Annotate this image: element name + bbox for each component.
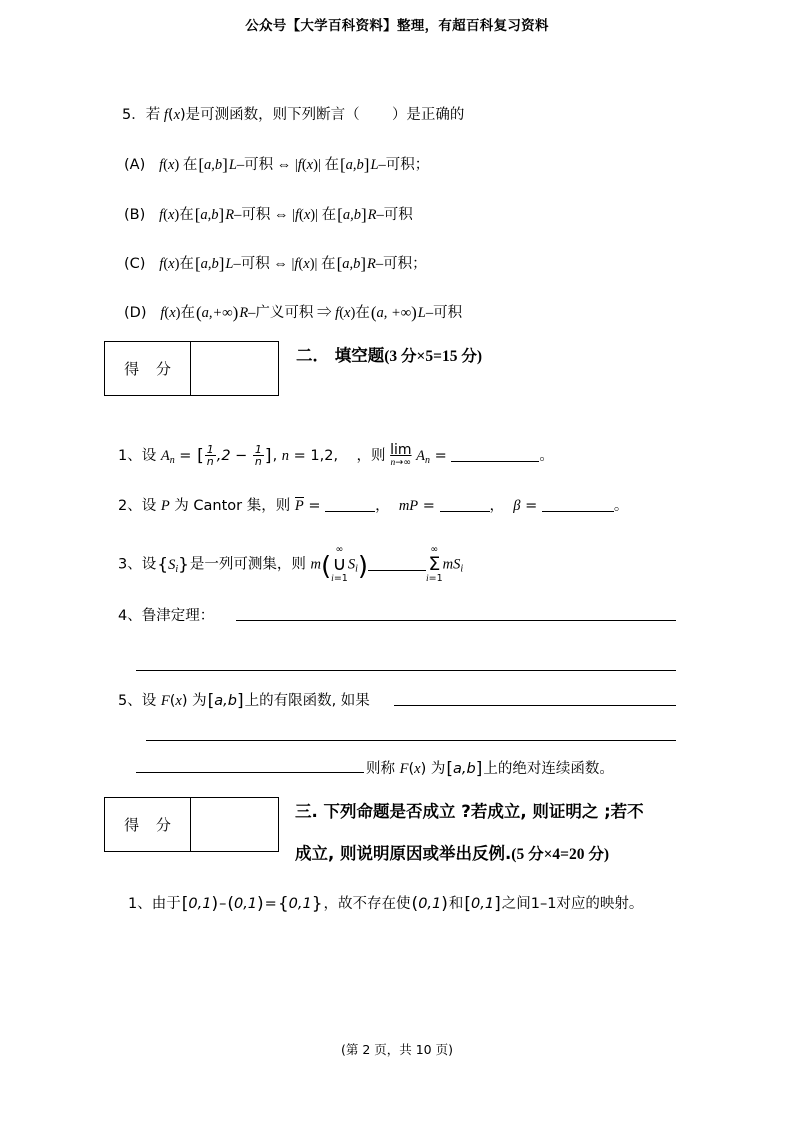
- fill-item-4: [118, 604, 214, 625]
- section-2-marks: (3 分×5=15 分): [384, 348, 482, 365]
- score-box-2: [104, 797, 279, 852]
- fill-blank-2-1[interactable]: [325, 498, 375, 512]
- option-d-label: (D): [124, 305, 147, 321]
- fill-blank-4-1[interactable]: [236, 620, 676, 621]
- fill-item-1-no: 1、: [118, 447, 142, 464]
- score-box-1: [104, 341, 279, 396]
- section-2-title: [296, 342, 482, 366]
- option-b-label: (B): [124, 207, 146, 223]
- fill-blank-1-1[interactable]: [451, 448, 539, 462]
- fill-item-5-no: 5、: [118, 693, 142, 709]
- score-box-2-label: 得 分: [105, 798, 191, 851]
- prop-item-1: 1、由于 [ 0,1 ) – ( 0,1 ) = { 0,1 } ，故不存在使 ( 0,1 ) 和 [ 0,1 ] 之间1–1对应的映射。: [128, 892, 643, 913]
- question-5-stem-prefix: 5．若: [122, 107, 161, 123]
- section-3-title-line-1: 三. 下列命题是否成立 ?若成立, 则证明之 ;若不: [295, 802, 644, 821]
- score-box-2-value[interactable]: [191, 798, 278, 851]
- section-3-title-line-2: [295, 840, 609, 864]
- section-3-marks: (5 分×4=20 分): [511, 846, 610, 863]
- fill-item-2-no: 2、: [118, 498, 142, 514]
- fill-item-2: 2、设 P 为 Cantor 集，则 P = ， mP = ， β = 。: [118, 498, 629, 514]
- option-d: (D) f(x)在 ( a,+∞ ) R–广义可积 ⇒ f(x)在 ( a, +∞ ) L–可积: [124, 301, 462, 322]
- section-2-title-text: 二． 填空题: [296, 346, 385, 365]
- option-c-label: (C): [124, 256, 146, 272]
- page-footer: (第 2 页，共 10 页): [340, 1042, 453, 1057]
- fill-item-4-text: 鲁津定理：: [141, 608, 215, 624]
- page-banner: 公众号【大学百科资料】整理，有超百科复习资料: [245, 18, 549, 34]
- fill-item-3-no: 3、: [118, 556, 142, 573]
- fill-item-5: 5、设 F(x) 为 [ a,b ] 上的有限函数, 如果: [118, 689, 370, 710]
- fill-blank-2-2[interactable]: [440, 498, 490, 512]
- fill-blank-5-3[interactable]: [136, 772, 364, 773]
- score-box-1-value[interactable]: [191, 342, 278, 395]
- fill-item-5-tail: 则称 F(x) 为 [ a,b ] 上的绝对连续函数。: [366, 757, 614, 778]
- option-b: (B) f(x)在 [ a,b ] R–可积 ⇔ |f(x)| 在 [ a,b ] R–可积: [124, 203, 413, 224]
- fill-blank-2-3[interactable]: [542, 498, 614, 512]
- fill-item-1: 1、设 $A_n$ = [ $\frac{1}{n}$ ,2 − $\frac{1}{n}$ ] , n = 1,2, ，则 lim n→∞ $A_n$ = 。: [118, 443, 554, 469]
- fill-blank-5-2[interactable]: [146, 740, 676, 741]
- fill-item-4-no: 4、: [118, 608, 142, 624]
- question-5-stem: 5．若 f(x)是可测函数，则下列断言（ ）是正确的: [122, 107, 465, 123]
- fill-blank-3-1[interactable]: [368, 557, 426, 571]
- option-a-label: (A): [124, 157, 146, 173]
- score-box-1-label: 得 分: [105, 342, 191, 395]
- section-3-title-line-2-text: 成立, 则说明原因或举出反例.: [295, 844, 512, 863]
- fill-blank-5-1[interactable]: [394, 705, 676, 706]
- fill-blank-4-2[interactable]: [136, 670, 676, 671]
- fill-item-3: 3、设 { $S_i$ } 是一列可测集，则 m( ∞ ∪ i=1 $S_i$) ∞ Σ i=1 $mS_i$: [118, 545, 463, 584]
- prop-item-1-no: 1、: [128, 896, 152, 912]
- question-5-stem-mid: 是可测函数，则下列断言（: [185, 107, 360, 123]
- question-5-stem-suffix: ）是正确的: [391, 107, 465, 123]
- option-c: (C) f(x)在 [ a,b ] L–可积 ⇔ |f(x)| 在 [ a,b ] R–可积；: [124, 252, 427, 273]
- option-a: (A) f(x) 在 [ a,b ] L–可积 ⇔ |f(x)| 在 [ a,b ] L–可积；: [124, 153, 429, 174]
